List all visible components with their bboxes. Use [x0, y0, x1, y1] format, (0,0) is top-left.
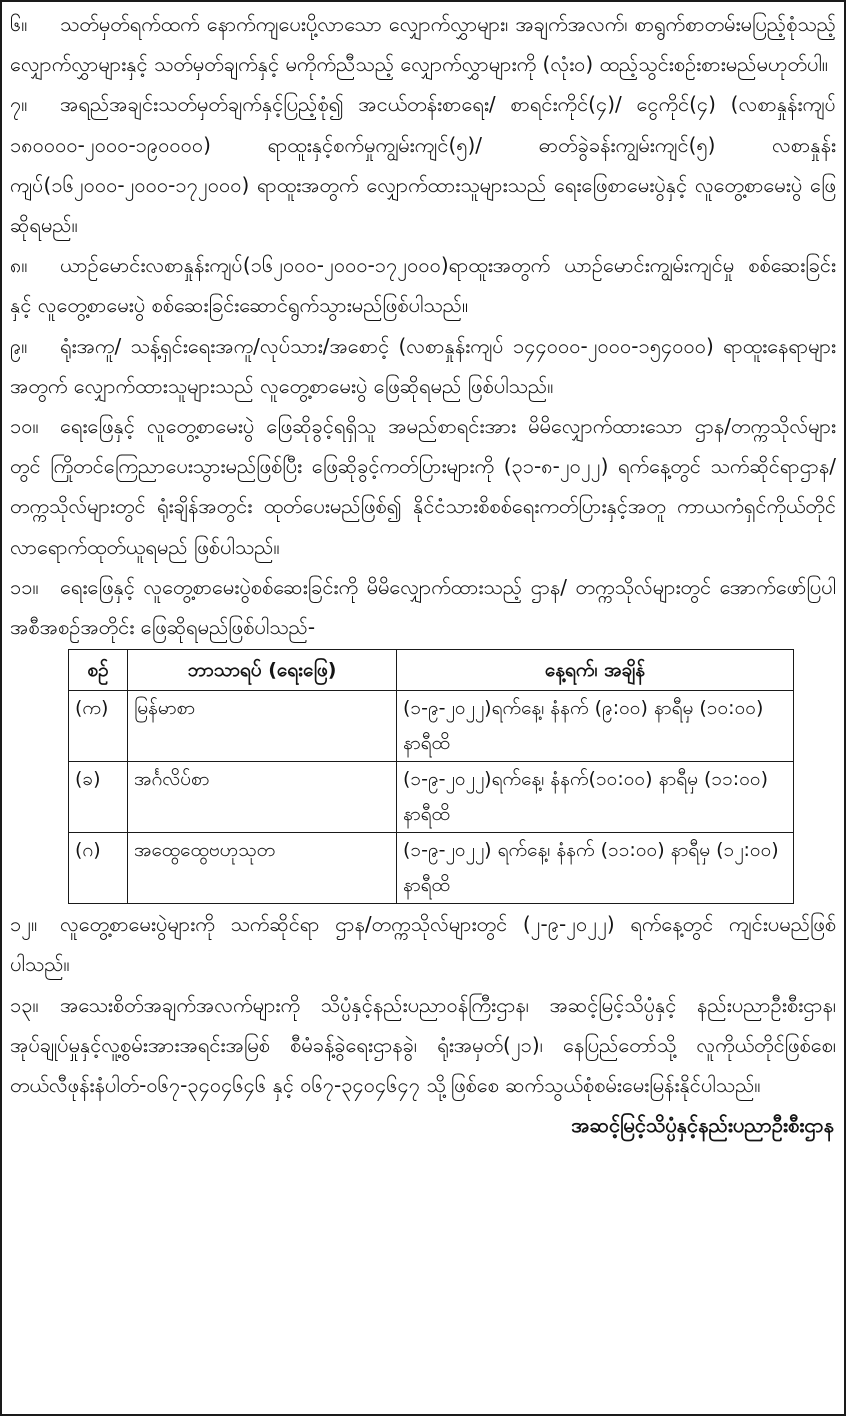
- paragraph-number: ၆။: [10, 12, 28, 36]
- row-schedule: (၁-၉-၂၀၂၂)ရက်နေ့၊ နံနက် (၉:၀၀) နာရီမှ (၁၀:၀၀) နာရီထိ: [397, 691, 794, 762]
- column-header-schedule: နေ့ရက်၊ အချိန်: [397, 650, 794, 691]
- paragraph-text: လူတွေ့စာမေးပွဲများကို သက်ဆိုင်ရာ ဌာန/တက္ကသိုလ်များတွင် (၂-၉-၂၀၂၂) ရက်နေ့တွင် ကျင်းပမည်ဖြစ်ပါသည်။: [10, 912, 836, 977]
- paragraph-text: ယာဉ်မောင်းလစာနှုန်းကျပ်(၁၆၂၀၀၀-၂၀၀၀-၁၇၂၀၀၀)ရာထူးအတွက် ယာဉ်မောင်းကျွမ်းကျင်မှု စစ်ဆေးခြင်းနှင့် လူတွေ့စာမေးပွဲ စစ်ဆေးခြင်းဆောင်ရွက်သွားမည်ဖြစ်ပါသည်။: [10, 253, 836, 318]
- paragraph-number: ၉။: [10, 333, 28, 358]
- paragraph-number: ၈။: [10, 253, 28, 278]
- paragraph-8: [10, 245, 836, 325]
- column-header-no: စဉ်: [69, 650, 128, 691]
- row-subject: အင်္ဂလိပ်စာ: [128, 762, 397, 833]
- paragraph-11: [10, 567, 836, 647]
- paragraph-number: ၁၁။: [10, 574, 39, 599]
- row-schedule: (၁-၉-၂၀၂၂) ရက်နေ့၊ နံနက် (၁၁:၀၀) နာရီမှ (၁၂:၀၀) နာရီထိ: [397, 833, 794, 904]
- paragraph-text: ရေးဖြေနှင့် လူတွေ့စာမေးပွဲစစ်ဆေးခြင်းကို မိမိလျှောက်ထားသည့် ဌာန/ တက္ကသိုလ်များတွင် အောက်ဖော်ပြပါ အစီအစဉ်အတိုင်း ဖြေဆိုရမည်ဖြစ်ပါသည်-: [10, 574, 836, 640]
- row-subject: မြန်မာစာ: [128, 691, 397, 762]
- paragraph-number: ၁၂။: [10, 912, 38, 937]
- paragraph-text: အရည်အချင်းသတ်မှတ်ချက်နှင့်ပြည့်စုံ၍ အငယ်တန်းစာရေး/ စာရင်းကိုင်(၄)/ ငွေကိုင်(၄) (လစာနှုန်းကျပ် ၁၈၀၀၀၀-၂၀၀၀-၁၉၀၀၀၀) ရာထူးနှင့်စက်မှုကျွမ်းကျင်(၅)/ ဓာတ်ခွဲခန်းကျွမ်းကျင်(၅) လစာနှုန်းကျပ်(၁၆၂၀၀၀-၂၀၀၀-၁၇၂၀၀၀) ရာထူးအတွက် လျှောက်ထားသူများသည် ရေးဖြေစာမေးပွဲနှင့် လူတွေ့စာမေးပွဲ ဖြေဆိုရမည်။: [10, 92, 836, 238]
- row-schedule: (၁-၉-၂၀၂၂)ရက်နေ့၊ နံနက်(၁၀:၀၀) နာရီမှ (၁၁:၀၀) နာရီထိ: [397, 762, 794, 833]
- paragraph-7: [10, 84, 836, 245]
- paragraph-10: [10, 406, 836, 567]
- row-subject: အထွေထွေဗဟုသုတ: [128, 833, 397, 904]
- row-number: (က): [69, 691, 128, 762]
- row-number: (ခ): [69, 762, 128, 833]
- table-row: [69, 691, 794, 762]
- paragraph-number: ၁၃။: [10, 992, 39, 1017]
- paragraph-6: [10, 4, 836, 84]
- paragraph-9: [10, 326, 836, 406]
- column-header-subject: ဘာသာရပ် (ရေးဖြေ): [128, 650, 397, 691]
- paragraph-12: [10, 904, 836, 984]
- paragraph-number: ၁၀။: [10, 414, 39, 439]
- paragraph-text: ရုံးအကူ/ သန့်ရှင်းရေးအကူ/လုပ်သား/အစောင့် (လစာနှုန်းကျပ် ၁၄၄၀၀၀-၂၀၀၀-၁၅၄၀၀၀) ရာထူးနေရာများအတွက် လျှောက်ထားသူများသည် လူတွေ့စာမေးပွဲ ဖြေဆိုရမည် ဖြစ်ပါသည်။: [10, 333, 836, 398]
- paragraph-number: ၇။: [10, 92, 28, 117]
- row-number: (ဂ): [69, 833, 128, 904]
- exam-schedule-table: [68, 649, 794, 904]
- paragraph-text: ရေးဖြေနှင့် လူတွေ့စာမေးပွဲ ဖြေဆိုခွင့်ရရှိသူ အမည်စာရင်းအား မိမိလျှောက်ထားသော ဌာန/တက္ကသိုလ်များတွင် ကြိုတင်ကြေညာပေးသွားမည်ဖြစ်ပြီး ဖြေဆိုခွင့်ကတ်ပြားများကို (၃၁-၈-၂၀၂၂) ရက်နေ့တွင် သက်ဆိုင်ရာဌာန/တက္ကသိုလ်များတွင် ရုံးချိန်အတွင်း ထုတ်ပေးမည်ဖြစ်၍ နိုင်ငံသားစိစစ်ရေးကတ်ပြားနှင့်အတူ ကာယကံရှင်ကိုယ်တိုင် လာရောက်ထုတ်ယူရမည် ဖြစ်ပါသည်။: [10, 414, 836, 559]
- table-row: [69, 833, 794, 904]
- issuing-department-signature: အဆင့်မြင့်သိပ္ပံနှင့်နည်းပညာဦးစီးဌာန: [571, 1113, 834, 1138]
- paragraph-text: သတ်မှတ်ရက်ထက် နောက်ကျပေးပို့လာသော လျှောက်လွှာများ၊ အချက်အလက်၊ စာရွက်စာတမ်းမပြည့်စုံသည့် လျှောက်လွှာများနှင့် သတ်မှတ်ချက်နှင့် မကိုက်ညီသည့် လျှောက်လွှာများကို (လုံး၀) ထည့်သွင်းစဉ်းစားမည်မဟုတ်ပါ။: [10, 12, 836, 77]
- table-header-row: [69, 650, 794, 691]
- paragraph-13: [10, 985, 836, 1106]
- table-row: [69, 762, 794, 833]
- paragraph-text: အသေးစိတ်အချက်အလက်များကို သိပ္ပံနှင့်နည်းပညာဝန်ကြီးဌာန၊ အဆင့်မြင့်သိပ္ပံနှင့် နည်းပညာဦးစီးဌာန၊ အုပ်ချုပ်မှုနှင့်လူ့စွမ်းအားအရင်းအမြစ် စီမံခန့်ခွဲရေးဌာနခွဲ၊ ရုံးအမှတ်(၂၁)၊ နေပြည်တော်သို့ လူကိုယ်တိုင်ဖြစ်စေ၊ တယ်လီဖုန်းနံပါတ်-၀၆၇-၃၄၀၄၆၄၆ နှင့် ၀၆၇-၃၄၀၄၆၄၇ သို့ဖြစ်စေ ဆက်သွယ်စုံစမ်းမေးမြန်းနိုင်ပါသည်။: [10, 992, 836, 1098]
